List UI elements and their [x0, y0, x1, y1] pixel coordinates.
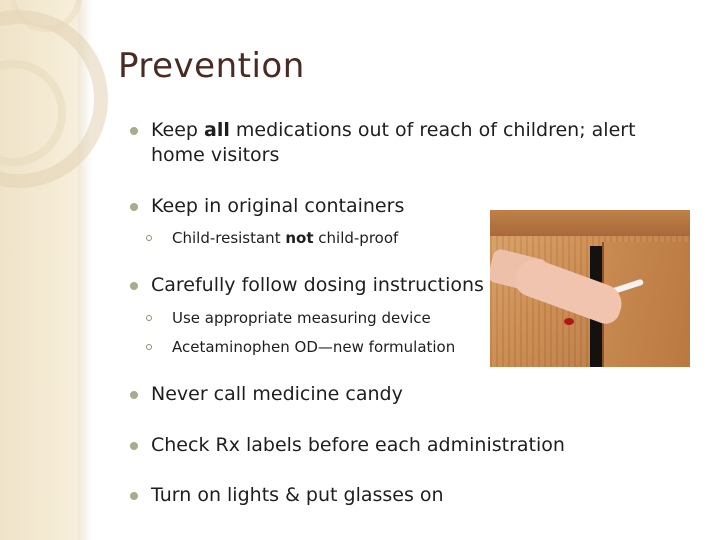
bullet-text: Carefully follow dosing instructions	[151, 274, 484, 296]
sub-bullet-item	[146, 228, 398, 248]
bullet-dot-icon	[130, 203, 138, 211]
bullet-dot-icon	[130, 127, 138, 135]
bullet-text: Turn on lights & put glasses on	[151, 484, 444, 506]
bullet-text: Keep in original containers	[151, 195, 405, 217]
bullet-dot-icon	[130, 391, 138, 399]
bullet-item	[130, 118, 660, 168]
cabinet-child-lock-photo	[490, 210, 690, 367]
sub-bullet-text: Acetaminophen OD—new formulation	[172, 338, 456, 356]
sub-bullet-text: Use appropriate measuring device	[172, 309, 431, 327]
bullet-dot-icon	[130, 442, 138, 450]
bullet-item	[130, 382, 660, 407]
bullet-dot-icon	[130, 282, 138, 290]
sub-bullet-text: Child-resistant not child-proof	[172, 229, 399, 247]
bullet-text: Keep all medications out of reach of children; alert home visitors	[151, 119, 636, 166]
bullet-dot-icon	[130, 492, 138, 500]
sub-bullet-item	[146, 308, 431, 328]
sub-bullet-item	[146, 337, 455, 357]
bullet-item	[130, 433, 660, 458]
bullet-text: Check Rx labels before each administration	[151, 434, 565, 456]
bullet-item	[130, 483, 660, 508]
ring-bullet-icon	[146, 235, 152, 241]
bullet-text: Never call medicine candy	[151, 383, 403, 405]
cabinet-top	[490, 210, 690, 236]
ring-bullet-icon	[146, 344, 152, 350]
fingernail	[564, 318, 574, 325]
slide-title: Prevention	[118, 46, 305, 86]
ring-bullet-icon	[146, 315, 152, 321]
